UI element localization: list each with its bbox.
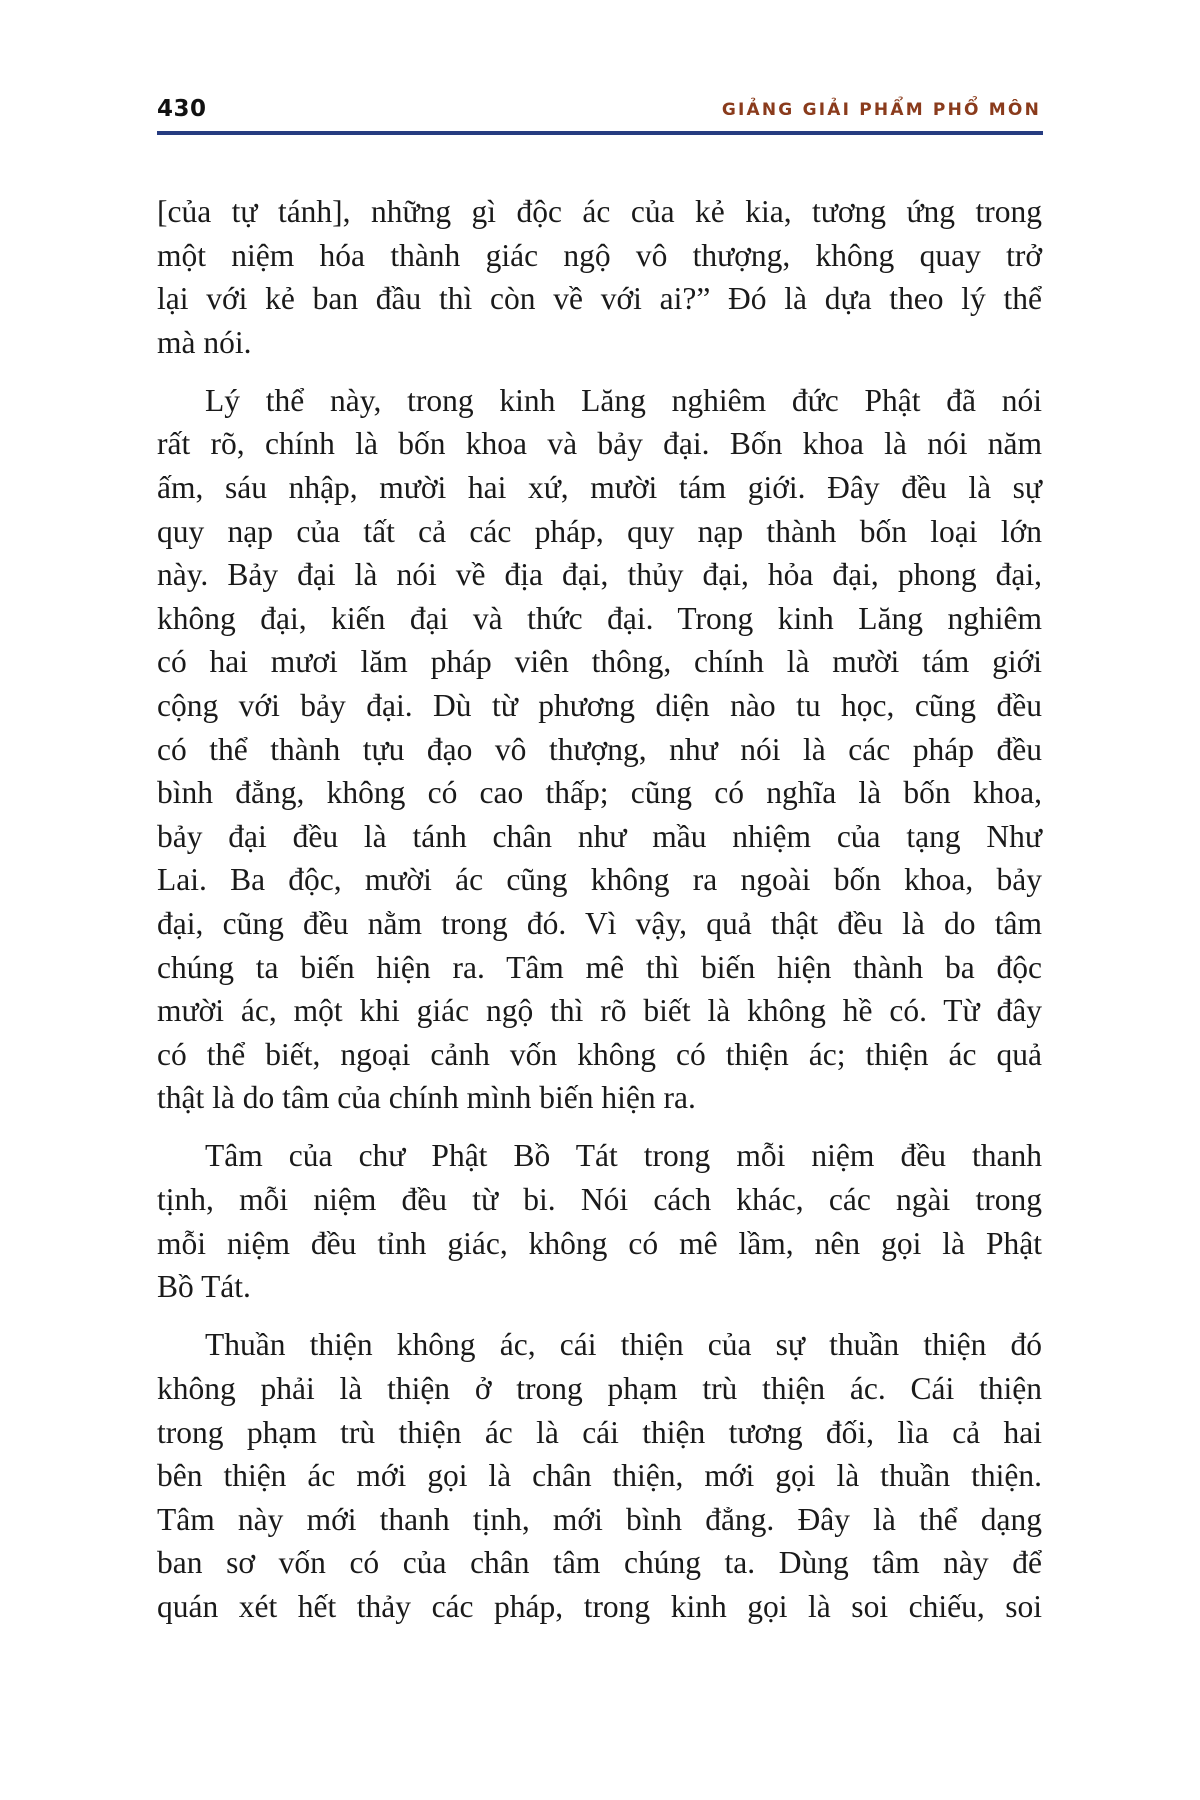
paragraph (157, 379, 1042, 1120)
paragraph (157, 1134, 1042, 1308)
paragraph (157, 190, 1042, 364)
text-line: không đại, kiến đại và thức đại. Trong kinh Lăng nghiêm (157, 600, 1042, 636)
text-line: Lý thể này, trong kinh Lăng nghiêm đức Phật đã nói (205, 382, 1042, 418)
text-line: Lai. Ba độc, mười ác cũng không ra ngoài bốn khoa, bảy (157, 862, 1042, 898)
body-text (157, 190, 1042, 1643)
text-line: [của tự tánh], những gì độc ác của kẻ kia, tương ứng trong (157, 194, 1042, 229)
text-line: lại với kẻ ban đầu thì còn về với ai?” Đó là dựa theo lý thể (157, 281, 1042, 317)
text-line: trong phạm trù thiện ác là cái thiện tương đối, lìa cả hai (157, 1414, 1042, 1450)
text-line: đại, cũng đều nằm trong đó. Vì vậy, quả thật đều là do tâm (157, 906, 1042, 941)
text-line: quy nạp của tất cả các pháp, quy nạp thành bốn loại lớn (157, 513, 1042, 549)
text-line: bình đẳng, không có cao thấp; cũng có nghĩa là bốn khoa, (157, 775, 1042, 811)
text-line: Tâm của chư Phật Bồ Tát trong mỗi niệm đều thanh (205, 1138, 1042, 1174)
text-line: có thể biết, ngoại cảnh vốn không có thiện ác; thiện ác quả (157, 1036, 1042, 1072)
book-title: GIẢNG GIẢI PHẨM PHỔ MÔN (721, 100, 1041, 120)
text-line: mười ác, một khi giác ngộ thì rõ biết là không hề có. Từ đây (157, 993, 1042, 1029)
text-line: Thuần thiện không ác, cái thiện của sự thuần thiện đó (205, 1327, 1042, 1363)
running-header (157, 95, 1043, 125)
header-rule-divider (157, 131, 1043, 135)
text-line: không phải là thiện ở trong phạm trù thiện ác. Cái thiện (157, 1370, 1042, 1406)
paragraph (157, 1323, 1042, 1628)
text-line: chúng ta biến hiện ra. Tâm mê thì biến hiện thành ba độc (157, 949, 1042, 985)
text-line: thật là do tâm của chính mình biến hiện ra. (157, 1080, 696, 1116)
text-line: mỗi niệm đều tỉnh giác, không có mê lầm, nên gọi là Phật (157, 1225, 1042, 1261)
text-line: bảy đại đều là tánh chân như mầu nhiệm của tạng Như (157, 818, 1042, 854)
text-line: rất rõ, chính là bốn khoa và bảy đại. Bốn khoa là nói năm (157, 426, 1042, 462)
text-line: có hai mươi lăm pháp viên thông, chính là mười tám giới (157, 644, 1042, 680)
text-line: tịnh, mỗi niệm đều từ bi. Nói cách khác, các ngài trong (157, 1182, 1042, 1218)
text-line: cộng với bảy đại. Dù từ phương diện nào tu học, cũng đều (157, 688, 1042, 724)
text-line: ban sơ vốn có của chân tâm chúng ta. Dùng tâm này để (157, 1545, 1042, 1581)
text-line: bên thiện ác mới gọi là chân thiện, mới gọi là thuần thiện. (157, 1458, 1042, 1494)
page-number: 430 (157, 96, 207, 122)
text-line: một niệm hóa thành giác ngộ vô thượng, không quay trở (157, 237, 1042, 273)
text-line: Tâm này mới thanh tịnh, mới bình đẳng. Đây là thể dạng (157, 1501, 1042, 1537)
text-line: ấm, sáu nhập, mười hai xứ, mười tám giới. Đây đều là sự (157, 470, 1042, 506)
text-line: quán xét hết thảy các pháp, trong kinh gọi là soi chiếu, soi (157, 1588, 1042, 1624)
text-line: này. Bảy đại là nói về địa đại, thủy đại, hỏa đại, phong đại, (157, 557, 1042, 593)
text-line: mà nói. (157, 324, 252, 360)
text-line: Bồ Tát. (157, 1269, 251, 1305)
text-line: có thể thành tựu đạo vô thượng, như nói là các pháp đều (157, 731, 1042, 767)
